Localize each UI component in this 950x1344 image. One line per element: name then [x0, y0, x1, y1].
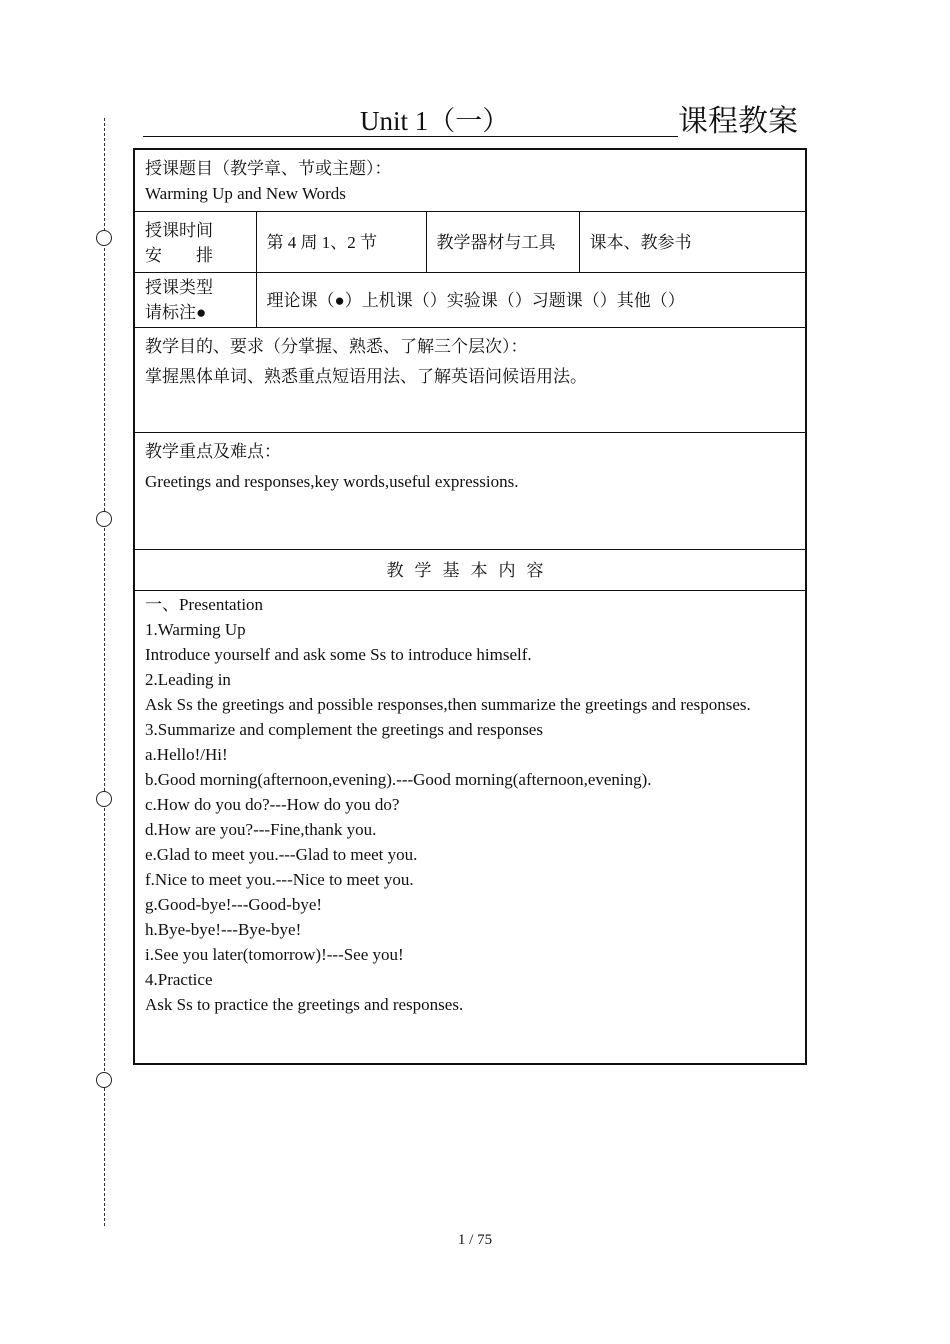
goal-row: [134, 327, 806, 432]
tools-value: 课本、教参书: [579, 211, 806, 272]
content-line: f.Nice to meet you.---Nice to meet you.: [145, 869, 414, 889]
topic-value: Warming Up and New Words: [145, 184, 346, 203]
binding-hole-icon: [96, 1072, 112, 1088]
page-number: 1 / 75: [457, 1232, 493, 1248]
key-points-value: Greetings and responses,key words,useful expressions.: [145, 471, 519, 491]
time-label-cell: [134, 211, 256, 272]
content-header-row: [134, 549, 806, 590]
content-line: c.How do you do?---How do you do?: [145, 794, 400, 814]
goal-cell: [134, 327, 806, 432]
content-line: Ask Ss to practice the greetings and responses.: [145, 994, 464, 1014]
content-line: 1.Warming Up: [145, 619, 246, 639]
content-line: a.Hello!/Hi!: [145, 744, 228, 764]
type-row: [134, 272, 806, 327]
content-line: i.See you later(tomorrow)!---See you!: [145, 944, 404, 964]
content-line: 2.Leading in: [145, 669, 231, 689]
content-line: Ask Ss the greetings and possible responses,then summarize the greetings and responses.: [145, 694, 751, 714]
content-line: 4.Practice: [145, 969, 213, 989]
type-value: 理论课（●）上机课（）实验课（）习题课（）其他（）: [256, 272, 806, 327]
lesson-plan-table: [133, 148, 807, 1065]
time-label-line1: 授课时间: [145, 220, 213, 240]
binding-hole-icon: [96, 511, 112, 527]
key-points-cell: [134, 432, 806, 549]
type-label-cell: [134, 272, 256, 327]
content-cell: [134, 590, 806, 1064]
goal-label: 教学目的、要求（分掌握、熟悉、了解三个层次）：: [145, 336, 528, 356]
content-line: Introduce yourself and ask some Ss to introduce himself.: [145, 644, 532, 664]
document-title: Unit 1（一）: [360, 106, 510, 136]
tools-label: 教学器材与工具: [426, 211, 579, 272]
time-label-line2: 安 排: [145, 245, 213, 265]
content-line: d.How are you?---Fine,thank you.: [145, 819, 377, 839]
binding-margin-line: [104, 118, 105, 1226]
content-line: g.Good-bye!---Good-bye!: [145, 894, 323, 914]
topic-row: [134, 149, 806, 211]
type-label-line1: 授课类型: [145, 277, 213, 297]
goal-value: 掌握黑体单词、熟悉重点短语用法、了解英语问候语用法。: [145, 366, 587, 386]
key-points-row: [134, 432, 806, 549]
topic-cell: [134, 149, 806, 211]
content-row: [134, 590, 806, 1064]
content-header: 教学基本内容: [134, 549, 806, 590]
binding-hole-icon: [96, 230, 112, 246]
content-line: h.Bye-bye!---Bye-bye!: [145, 919, 302, 939]
document-subtitle: 课程教案: [678, 104, 798, 139]
title-underline: [143, 136, 678, 137]
binding-hole-icon: [96, 791, 112, 807]
time-value: 第 4 周 1、2 节: [256, 211, 426, 272]
content-line: b.Good morning(afternoon,evening).---Good morning(afternoon,evening).: [145, 769, 652, 789]
content-line: 3.Summarize and complement the greetings and responses: [145, 719, 543, 739]
time-row: [134, 211, 806, 272]
key-points-label: 教学重点及难点：: [145, 441, 281, 461]
type-label-line2: 请标注●: [145, 302, 207, 322]
content-line: e.Glad to meet you.---Glad to meet you.: [145, 844, 418, 864]
topic-label: 授课题目（教学章、节或主题）：: [145, 159, 392, 178]
content-line: 一、Presentation: [145, 594, 264, 614]
